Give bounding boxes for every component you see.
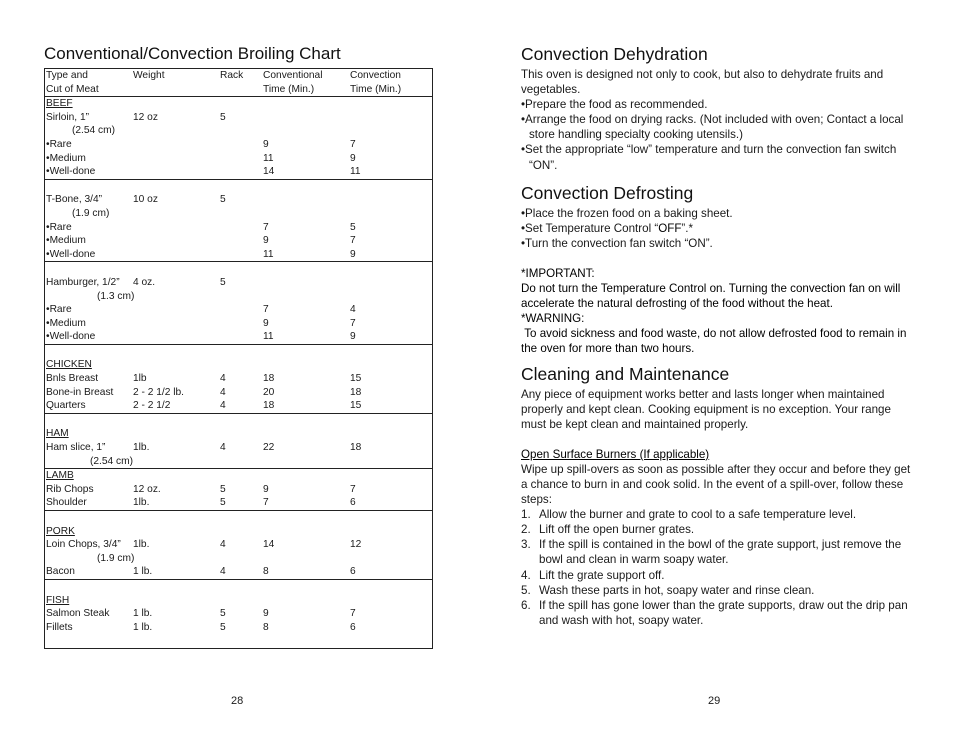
header-rack: Rack [220,70,244,81]
page-number-left: 28 [231,695,244,707]
table-header [45,69,432,97]
broiling-chart-title: Conventional/Convection Broiling Chart [44,44,341,63]
warning-label: *WARNING: [521,312,585,326]
dehydration-bullet-1: •Prepare the food as recommended. [521,98,708,112]
table-row: Fillets 1 lb. 5 8 6 [46,621,356,633]
broiling-chart-table [44,68,433,649]
category-ham: HAM [46,428,69,440]
header-cut: Cut of Meat [46,83,99,95]
table-row: T-Bone, 3/4” 10 oz 5 [46,194,226,206]
table-row: Quarters 2 - 2 1/2 4 18 15 [46,400,362,412]
table-row: Shoulder 1lb. 5 7 6 [46,497,356,509]
list-item: 1. Allow the burner and grate to cool to a safe temperature level. [521,508,857,522]
beef-hamburger-section: Hamburger, 1/2” 4 oz. 5 (1.3 cm) •Rare 7 4 •Medium 9 7 •Well-done 11 9 [45,262,432,345]
important-label: *IMPORTANT: [521,266,595,280]
table-row: •Rare 7 5 [46,221,356,233]
table-row: Rib Chops 12 oz. 5 9 7 [46,483,356,495]
table-row: Ham slice, 1” 1lb. 4 22 18 [46,442,362,454]
header-convection: Convection [350,70,401,81]
chicken-section [45,345,432,414]
table-row: •Well-done 11 9 [46,331,356,343]
ham-section: HAM Ham slice, 1” 1lb. 4 22 18 (2.54 cm) [45,414,432,469]
cleaning-steps-list [521,507,916,628]
defrosting-bullet-1: •Place the frozen food on a baking sheet. [521,206,733,220]
list-item: 6. If the spill has gone lower than the grate supports, draw out the drip pan and wash with hot, soapy water. [521,598,908,627]
table-row: Bacon 1 lb. 4 8 6 [46,566,356,578]
table-row: •Medium 9 7 [46,235,356,247]
cleaning-title: Cleaning and Maintenance [521,363,730,384]
dehydration-title: Convection Dehydration [521,44,708,64]
burners-intro: Wipe up spill-overs as soon as possible after they occur and before they get a chance to burn in and cook solid. In the event of a spill-over, follow these steps: [521,462,911,507]
page-number-right: 29 [708,695,721,707]
pork-section: PORK Loin Chops, 3/4” 1lb. 4 14 12 (1.9 cm) Bacon 1 lb. 4 8 6 [45,511,432,580]
dehydration-bullet-2: •Arrange the food on drying racks. (Not included with oven; Contact a local store handling specialty cooking utensils.) [521,113,904,142]
lamb-section [45,469,432,511]
beef-tbone-section: T-Bone, 3/4” 10 oz 5 (1.9 cm) •Rare 7 5 •Medium 9 7 •Well-done 11 9 [45,180,432,263]
warning-text: To avoid sickness and food waste, do not allow defrosted food to remain in the oven for more than two hours. [521,327,910,356]
header-type: Type and [46,70,88,81]
header-conventional: Conventional [263,70,323,81]
category-lamb: LAMB [46,470,74,482]
dehydration-bullet-3: •Set the appropriate “low” temperature and turn the convection fan switch “ON”. [521,143,897,172]
header-convection-time: Time (Min.) [350,83,402,95]
list-item: 4. Lift the grate support off. [521,568,665,582]
table-row: Salmon Steak 1 lb. 5 9 7 [46,608,356,620]
table-row: •Rare 7 4 [46,304,356,316]
category-pork: PORK [46,525,75,537]
defrosting-bullet-2: •Set Temperature Control “OFF”.* [521,221,694,235]
table-row: Bone-in Breast 2 - 2 1/2 lb. 4 20 18 [46,386,362,398]
table-row: Sirloin, 1” 12 oz 5 [46,111,226,123]
beef-sirloin-section: BEEF Sirloin, 1” 12 oz 5 (2.54 cm) •Rare 9 7 •Medium 11 9 •Well-done 14 11 [45,97,432,180]
dehydration-intro: This oven is designed not only to cook, but also to dehydrate fruits and vegetables. [521,68,884,97]
list-item: 2. Lift off the open burner grates. [521,523,695,537]
burners-subheading: Open Surface Burners (If applicable) [521,447,710,461]
off-label: OFF [658,221,682,235]
table-row: •Medium 11 9 [46,152,356,164]
table-row: Bnls Breast 1lb 4 18 15 [46,373,362,385]
left-page [44,44,436,649]
fish-section [45,580,432,648]
table-row: •Well-done 11 9 [46,248,356,260]
list-item: 5. Wash these parts in hot, soapy water and rinse clean. [521,583,815,597]
category-fish: FISH [46,594,70,606]
table-row: Hamburger, 1/2” 4 oz. 5 [46,276,226,288]
defrosting-bullet-3: •Turn the convection fan switch “ON”. [521,236,713,250]
defrosting-title: Convection Defrosting [521,182,694,203]
important-text: Do not turn the Temperature Control on. Turning the convection fan on will accelerate the natural defrosting of the food without the heat. [521,282,901,311]
category-chicken: CHICKEN [46,359,92,371]
list-item: 3. If the spill is contained in the bowl of the grate support, just remove the bowl and clean in warm soapy water. [521,538,902,567]
category-beef: BEEF [46,98,73,110]
header-weight: Weight [133,70,165,81]
right-page [521,44,916,628]
table-row: •Medium 9 7 [46,317,356,329]
header-conventional-time: Time (Min.) [263,83,315,95]
table-row: •Rare 9 7 [46,138,356,150]
table-row: •Well-done 14 11 [46,166,361,178]
cleaning-intro: Any piece of equipment works better and lasts longer when maintained properly and kept clean. Cooking equipment is no exception. Your range must be kept clean and maintained properly. [521,387,891,431]
table-row: Loin Chops, 3/4” 1lb. 4 14 12 [46,539,362,551]
